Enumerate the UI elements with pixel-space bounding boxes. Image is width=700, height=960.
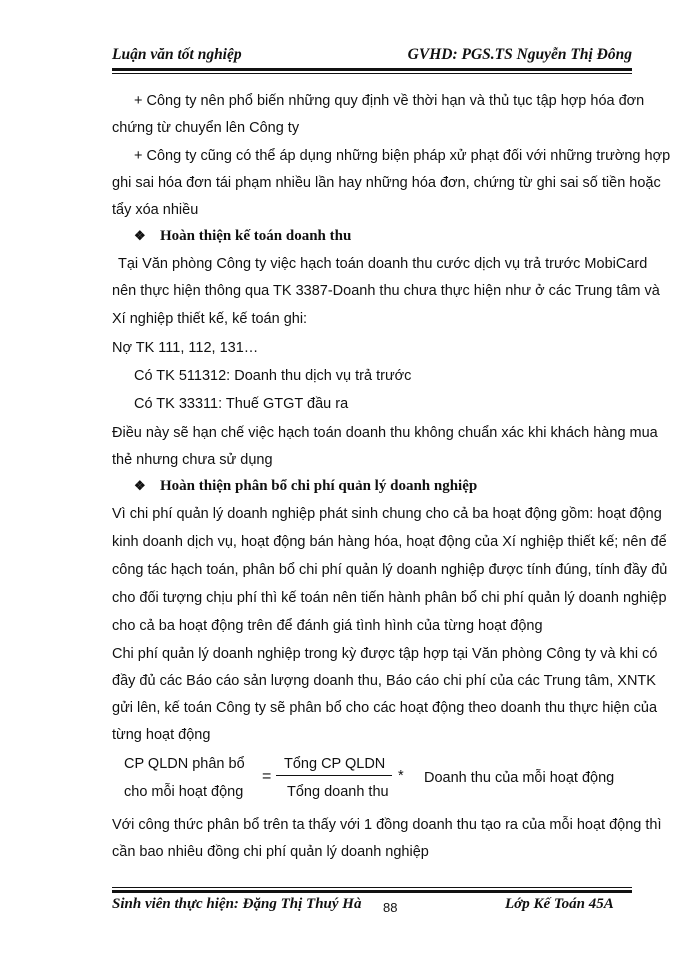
paragraph-line: Với công thức phân bổ trên ta thấy với 1 đồng doanh thu tạo ra của mỗi hoạt động thì [112,817,662,833]
section-heading-text: Hoàn thiện phân bổ chi phí quản lý doanh nghiệp [160,478,478,494]
formula-fraction-bar [276,775,392,776]
section-heading [134,228,351,245]
journal-entry-debit: Nợ TK 111, 112, 131… [112,340,259,356]
paragraph-line: gửi lên, kế toán Công ty sẽ phân bổ cho các hoạt động theo doanh thu thực hiện của [112,700,658,716]
paragraph-line: công tác hạch toán, phân bổ chi phí quản lý doanh nghiệp được tính đúng, tính đầy đủ [112,562,668,578]
formula-numerator: Tổng CP QLDN [284,756,386,772]
paragraph-line: Chi phí quản lý doanh nghiệp trong kỳ được tập hợp tại Văn phòng Công ty và khi có [112,646,658,662]
section-heading [134,478,477,495]
paragraph-line: tẩy xóa nhiều [112,202,199,218]
paragraph-line: cho cả ba hoạt động trên để đánh giá tình hình của từng hoạt động [112,618,543,634]
page-header [112,46,632,64]
paragraph-line: nên thực hiện thông qua TK 3387-Doanh thu chưa thực hiện như ở các Trung tâm và [112,283,660,299]
paragraph-line: thẻ nhưng chưa sử dụng [112,452,273,468]
formula-rhs: Doanh thu của mỗi hoạt động [424,770,615,786]
footer-student: Sinh viên thực hiện: Đặng Thị Thuý Hà [112,896,362,912]
diamond-bullet-icon: ❖ [134,228,146,243]
header-rule-thin [112,73,632,74]
paragraph-line: Vì chi phí quản lý doanh nghiệp phát sinh chung cho cả ba hoạt động gồm: hoạt động [112,506,662,522]
formula-lhs-bottom: cho mỗi hoạt động [124,784,244,800]
footer-rule-thin [112,887,632,888]
paragraph-line: từng hoạt động [112,727,211,743]
paragraph-line: Điều này sẽ hạn chế việc hạch toán doanh thu không chuẩn xác khi khách hàng mua [112,425,658,441]
paragraph-line: đầy đủ các Báo cáo sản lượng doanh thu, Báo cáo chi phí của các Trung tâm, XNTK [112,673,656,689]
formula-times: * [398,768,404,784]
page-number: 88 [383,900,398,915]
footer-class: Lớp Kế Toán 45A [505,896,614,912]
diamond-bullet-icon: ❖ [134,478,146,493]
paragraph-line: cho đối tượng chịu phí thì kế toán nên tiến hành phân bổ chi phí quản lý doanh nghiệp [112,590,667,606]
header-left-title: Luận văn tốt nghiệp [112,46,242,63]
formula-equals: = [262,768,272,785]
header-rule-thick [112,68,632,71]
journal-entry-credit: Có TK 33311: Thuế GTGT đầu ra [134,396,349,412]
paragraph-line: Xí nghiệp thiết kế, kế toán ghi: [112,311,308,327]
paragraph-line: Tại Văn phòng Công ty việc hạch toán doanh thu cước dịch vụ trả trước MobiCard [118,256,648,272]
journal-entry-credit: Có TK 511312: Doanh thu dịch vụ trả trước [134,368,412,384]
section-heading-text: Hoàn thiện kế toán doanh thu [160,228,352,244]
paragraph-line: chứng từ chuyển lên Công ty [112,120,300,136]
formula-lhs-top: CP QLDN phân bổ [124,756,245,772]
paragraph-line: + Công ty cũng có thể áp dụng những biện pháp xử phạt đối với những trường hợp [134,148,671,164]
formula-denominator: Tổng doanh thu [287,784,389,800]
header-right-advisor: GVHD: PGS.TS Nguyễn Thị Đông [407,46,632,63]
footer-rule-thick [112,890,632,893]
paragraph-line: kinh doanh dịch vụ, hoạt động bán hàng hóa, hoạt động của Xí nghiệp thiết kế; nên để [112,534,667,550]
paragraph-line: cần bao nhiêu đồng chi phí quản lý doanh nghiệp [112,844,429,860]
paragraph-line: + Công ty nên phổ biến những quy định về thời hạn và thủ tục tập hợp hóa đơn [134,93,645,109]
paragraph-line: ghi sai hóa đơn tái phạm nhiều lần hay những hóa đơn, chứng từ ghi sai số tiền hoặc [112,175,661,191]
